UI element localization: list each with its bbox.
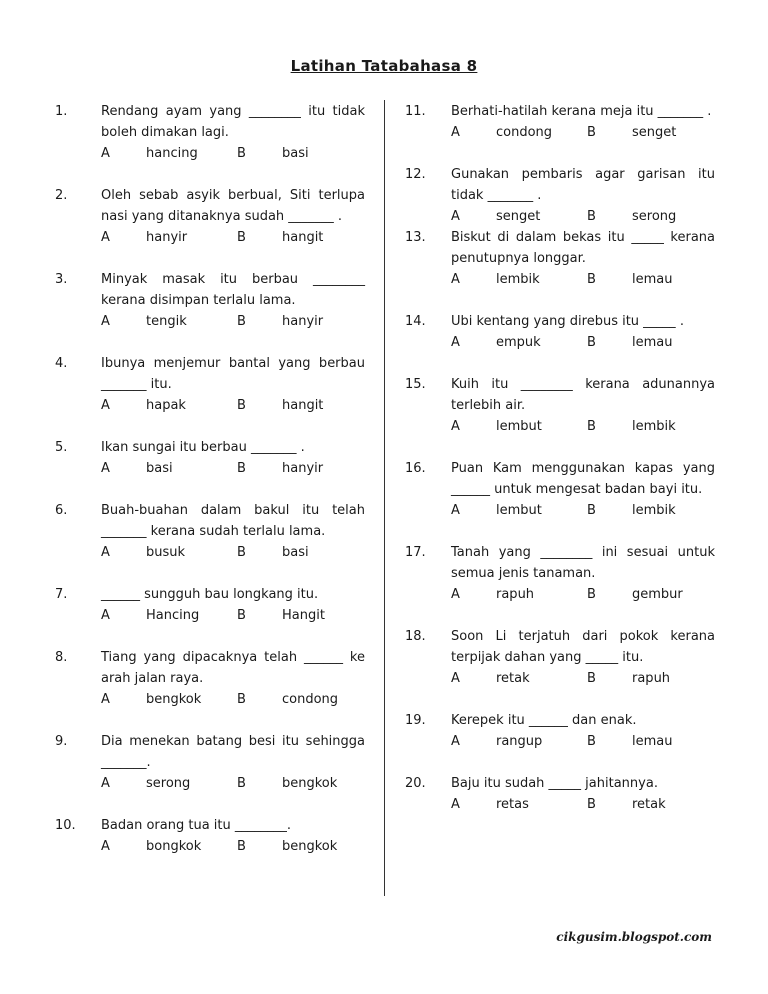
question-text: Soon Li terjatuh dari pokok kerana terpijak dahan yang _____ itu. — [451, 629, 715, 665]
question-item — [55, 815, 385, 857]
option-b-label: B — [587, 671, 596, 686]
option-a-text: hanyir — [146, 230, 188, 245]
option-a-text: retas — [496, 797, 529, 812]
question-number: 20. — [405, 776, 426, 791]
answer-options — [451, 269, 735, 290]
option-a-text: rangup — [496, 734, 543, 749]
question-text: Rendang ayam yang ________ itu tidak boleh dimakan lagi. — [101, 104, 365, 140]
question-text: Buah-buahan dalam bakul itu telah _______ kerana sudah terlalu lama. — [101, 503, 365, 539]
option-b-text: gembur — [632, 587, 683, 602]
answer-options — [451, 122, 735, 143]
option-b-label: B — [587, 335, 596, 350]
question-number: 13. — [405, 230, 426, 245]
question-number: 2. — [55, 188, 68, 203]
option-b-label: B — [587, 209, 596, 224]
option-a-text: tengik — [146, 314, 187, 329]
question-item — [405, 626, 735, 689]
option-a-label: A — [101, 545, 110, 560]
question-item — [55, 731, 385, 794]
question-text: Minyak masak itu berbau ________ kerana disimpan terlalu lama. — [101, 272, 365, 308]
question-item — [405, 542, 735, 605]
option-b-text: hanyir — [282, 461, 324, 476]
question-number: 19. — [405, 713, 426, 728]
answer-options — [451, 206, 735, 227]
question-text: Baju itu sudah _____ jahitannya. — [451, 776, 658, 791]
answer-options — [101, 836, 385, 857]
option-a-text: lembut — [496, 419, 542, 434]
question-item — [55, 269, 385, 332]
option-b-label: B — [587, 419, 596, 434]
option-a-label: A — [451, 335, 460, 350]
question-number: 12. — [405, 167, 426, 182]
option-a-label: A — [101, 608, 110, 623]
question-number: 3. — [55, 272, 68, 287]
option-a-text: empuk — [496, 335, 541, 350]
question-item — [55, 647, 385, 710]
option-b-text: bengkok — [282, 839, 338, 854]
option-a-label: A — [451, 671, 460, 686]
option-a-text: lembut — [496, 503, 542, 518]
answer-options — [451, 668, 735, 689]
option-a-label: A — [451, 797, 460, 812]
blog-url: cikgusim.blogspot.com — [556, 930, 712, 944]
option-b-text: hanyir — [282, 314, 324, 329]
answer-options — [101, 605, 385, 626]
option-b-label: B — [587, 503, 596, 518]
option-b-label: B — [587, 797, 596, 812]
question-text: Berhati-hatilah kerana meja itu _______ . — [451, 104, 712, 119]
right-question-column — [405, 101, 735, 815]
answer-options — [451, 584, 735, 605]
option-b-label: B — [237, 776, 246, 791]
question-item — [405, 710, 735, 752]
answer-options — [101, 542, 385, 563]
option-b-text: hangit — [282, 230, 324, 245]
question-number: 17. — [405, 545, 426, 560]
question-number: 5. — [55, 440, 68, 455]
question-number: 6. — [55, 503, 68, 518]
option-a-text: hapak — [146, 398, 186, 413]
question-item — [55, 584, 385, 626]
question-text: ______ sungguh bau longkang itu. — [101, 587, 319, 602]
option-b-label: B — [237, 461, 246, 476]
question-text: Ibunya menjemur bantal yang berbau _______ itu. — [101, 356, 365, 392]
question-text: Puan Kam menggunakan kapas yang ______ untuk mengesat badan bayi itu. — [451, 461, 715, 497]
option-a-label: A — [451, 503, 460, 518]
question-number: 9. — [55, 734, 68, 749]
option-a-label: A — [101, 314, 110, 329]
question-number: 18. — [405, 629, 426, 644]
option-b-text: lembik — [632, 503, 676, 518]
question-item — [405, 164, 735, 227]
question-text: Ikan sungai itu berbau _______ . — [101, 440, 305, 455]
question-item — [55, 500, 385, 563]
question-text: Kuih itu ________ kerana adunannya terlebih air. — [451, 377, 715, 413]
question-number: 1. — [55, 104, 68, 119]
answer-options — [451, 731, 735, 752]
option-b-label: B — [237, 398, 246, 413]
option-a-label: A — [101, 776, 110, 791]
question-text: Oleh sebab asyik berbual, Siti terlupa nasi yang ditanaknya sudah _______ . — [101, 188, 365, 224]
question-text: Tiang yang dipacaknya telah ______ ke arah jalan raya. — [101, 650, 365, 686]
answer-options — [451, 416, 735, 437]
question-text: Dia menekan batang besi itu sehingga _______. — [101, 734, 365, 770]
option-a-label: A — [101, 230, 110, 245]
option-a-text: busuk — [146, 545, 186, 560]
answer-options — [101, 773, 385, 794]
option-a-text: serong — [146, 776, 191, 791]
question-number: 10. — [55, 818, 76, 833]
option-b-text: condong — [282, 692, 339, 707]
question-item — [55, 185, 385, 248]
option-b-label: B — [237, 692, 246, 707]
option-a-text: rapuh — [496, 587, 535, 602]
answer-options — [451, 500, 735, 521]
option-a-text: retak — [496, 671, 530, 686]
option-a-text: senget — [496, 209, 541, 224]
worksheet-title: Latihan Tatabahasa 8 — [290, 57, 478, 75]
answer-options — [451, 794, 735, 815]
question-number: 4. — [55, 356, 68, 371]
option-b-text: lemau — [632, 272, 673, 287]
option-b-text: lembik — [632, 419, 676, 434]
option-a-text: Hancing — [146, 608, 200, 623]
option-a-text: bengkok — [146, 692, 202, 707]
option-a-label: A — [101, 146, 110, 161]
answer-options — [101, 458, 385, 479]
option-a-text: hancing — [146, 146, 198, 161]
answer-options — [451, 332, 735, 353]
option-b-text: hangit — [282, 398, 324, 413]
question-text: Ubi kentang yang direbus itu _____ . — [451, 314, 684, 329]
option-b-label: B — [237, 146, 246, 161]
question-item — [405, 311, 735, 353]
option-b-label: B — [587, 734, 596, 749]
option-a-label: A — [101, 839, 110, 854]
option-a-label: A — [451, 272, 460, 287]
option-b-text: bengkok — [282, 776, 338, 791]
option-b-text: rapuh — [632, 671, 671, 686]
question-text: Badan orang tua itu ________. — [101, 818, 292, 833]
option-a-label: A — [451, 125, 460, 140]
question-text: Kerepek itu ______ dan enak. — [451, 713, 637, 728]
option-b-text: serong — [632, 209, 677, 224]
option-b-text: lemau — [632, 734, 673, 749]
answer-options — [101, 311, 385, 332]
question-item — [55, 353, 385, 416]
option-a-label: A — [451, 587, 460, 602]
question-item — [405, 374, 735, 437]
option-a-label: A — [101, 461, 110, 476]
option-b-label: B — [237, 608, 246, 623]
option-b-label: B — [587, 125, 596, 140]
question-number: 16. — [405, 461, 426, 476]
option-b-label: B — [237, 839, 246, 854]
option-a-label: A — [451, 209, 460, 224]
option-b-text: retak — [632, 797, 666, 812]
question-item — [55, 101, 385, 164]
question-item — [405, 101, 735, 143]
option-b-text: basi — [282, 545, 309, 560]
answer-options — [101, 689, 385, 710]
question-text: Gunakan pembaris agar garisan itu tidak _______ . — [451, 167, 715, 203]
option-a-text: basi — [146, 461, 173, 476]
option-a-text: lembik — [496, 272, 540, 287]
question-number: 8. — [55, 650, 68, 665]
option-b-label: B — [237, 545, 246, 560]
question-number: 14. — [405, 314, 426, 329]
option-b-label: B — [237, 314, 246, 329]
question-number: 11. — [405, 104, 426, 119]
question-item — [405, 458, 735, 521]
question-text: Tanah yang ________ ini sesuai untuk semua jenis tanaman. — [451, 545, 715, 581]
option-b-label: B — [587, 272, 596, 287]
question-item — [55, 437, 385, 479]
option-b-text: lemau — [632, 335, 673, 350]
answer-options — [101, 143, 385, 164]
option-a-text: condong — [496, 125, 553, 140]
option-b-text: senget — [632, 125, 677, 140]
option-b-text: Hangit — [282, 608, 325, 623]
option-b-text: basi — [282, 146, 309, 161]
option-a-label: A — [451, 734, 460, 749]
option-a-label: A — [451, 419, 460, 434]
option-a-label: A — [101, 692, 110, 707]
question-number: 7. — [55, 587, 68, 602]
option-a-text: bongkok — [146, 839, 202, 854]
left-question-column — [55, 101, 385, 857]
option-b-label: B — [587, 587, 596, 602]
answer-options — [101, 395, 385, 416]
answer-options — [101, 227, 385, 248]
question-number: 15. — [405, 377, 426, 392]
question-item — [405, 227, 735, 290]
option-b-label: B — [237, 230, 246, 245]
option-a-label: A — [101, 398, 110, 413]
question-text: Biskut di dalam bekas itu _____ kerana penutupnya longgar. — [451, 230, 715, 266]
question-item — [405, 773, 735, 815]
